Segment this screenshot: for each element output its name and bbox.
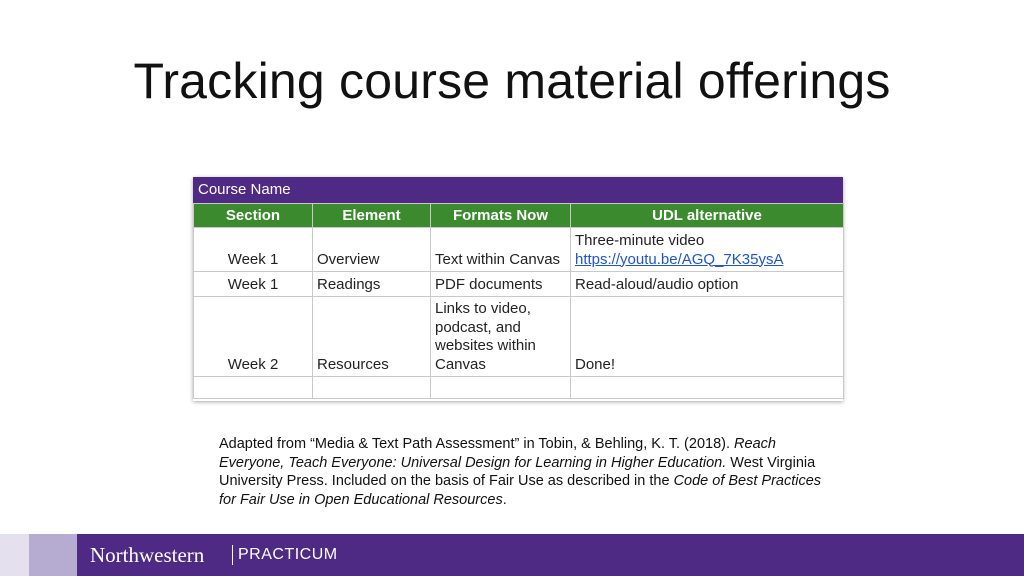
cell-formats: PDF documents [431,272,571,297]
cell-udl [571,228,844,272]
citation-code-title: Code of Best Practices for Fair Use in Open Educational Resources [219,473,822,508]
course-name-header: Course Name [193,177,843,203]
cell-udl: Done! [571,297,844,377]
column-header-formats-now: Formats Now [431,204,571,228]
course-material-table [193,177,843,401]
slide-title: Tracking course material offerings [133,53,891,109]
table-row [194,272,844,297]
citation-part: Adapted from “Media & Text Path Assessment” in Tobin, & Behling, K. T. (2018). [219,436,735,452]
cell-section: Week 1 [194,228,313,272]
citation-part: West Virginia University Press. Included on the basis of Fair Use as described in the [219,454,816,489]
citation-book-title: Reach Everyone, Teach Everyone: Universal Design for Learning in Higher Education. [219,436,776,471]
udl-text: Three-minute video [575,232,705,249]
footer-accent-mid [29,534,77,576]
cell-section: Week 1 [194,272,313,297]
column-header-udl-alternative: UDL alternative [571,204,844,228]
citation-text [219,435,839,509]
citation-part: . [502,491,507,508]
cell-element: Readings [313,272,431,297]
cell-empty [571,377,844,399]
logo-divider [232,545,233,565]
cell-empty [431,377,571,399]
table-row [194,297,844,377]
formats-line: podcast, and [435,318,521,336]
footer-accent-light [0,534,29,576]
cell-formats [431,297,571,377]
cell-udl: Read-aloud/audio option [571,272,844,297]
practicum-logo: PRACTICUM [238,546,338,563]
column-header-section: Section [194,204,313,228]
cell-section: Week 2 [194,297,313,377]
table-row [194,228,844,272]
column-header-element: Element [313,204,431,228]
cell-empty [194,377,313,399]
northwestern-logo: Northwestern [90,543,205,567]
column-header-row [194,204,844,228]
offerings-grid [193,203,844,399]
cell-formats: Text within Canvas [431,228,571,272]
cell-empty [313,377,431,399]
table-row-empty [194,377,844,399]
formats-line: websites within [435,337,536,354]
cell-element: Resources [313,297,431,377]
formats-line: Links to video, [435,300,531,317]
udl-video-link[interactable]: https://youtu.be/AGQ_7K35ysA [575,250,784,268]
formats-line: Canvas [435,355,486,373]
cell-element: Overview [313,228,431,272]
footer-bar [0,534,1024,576]
